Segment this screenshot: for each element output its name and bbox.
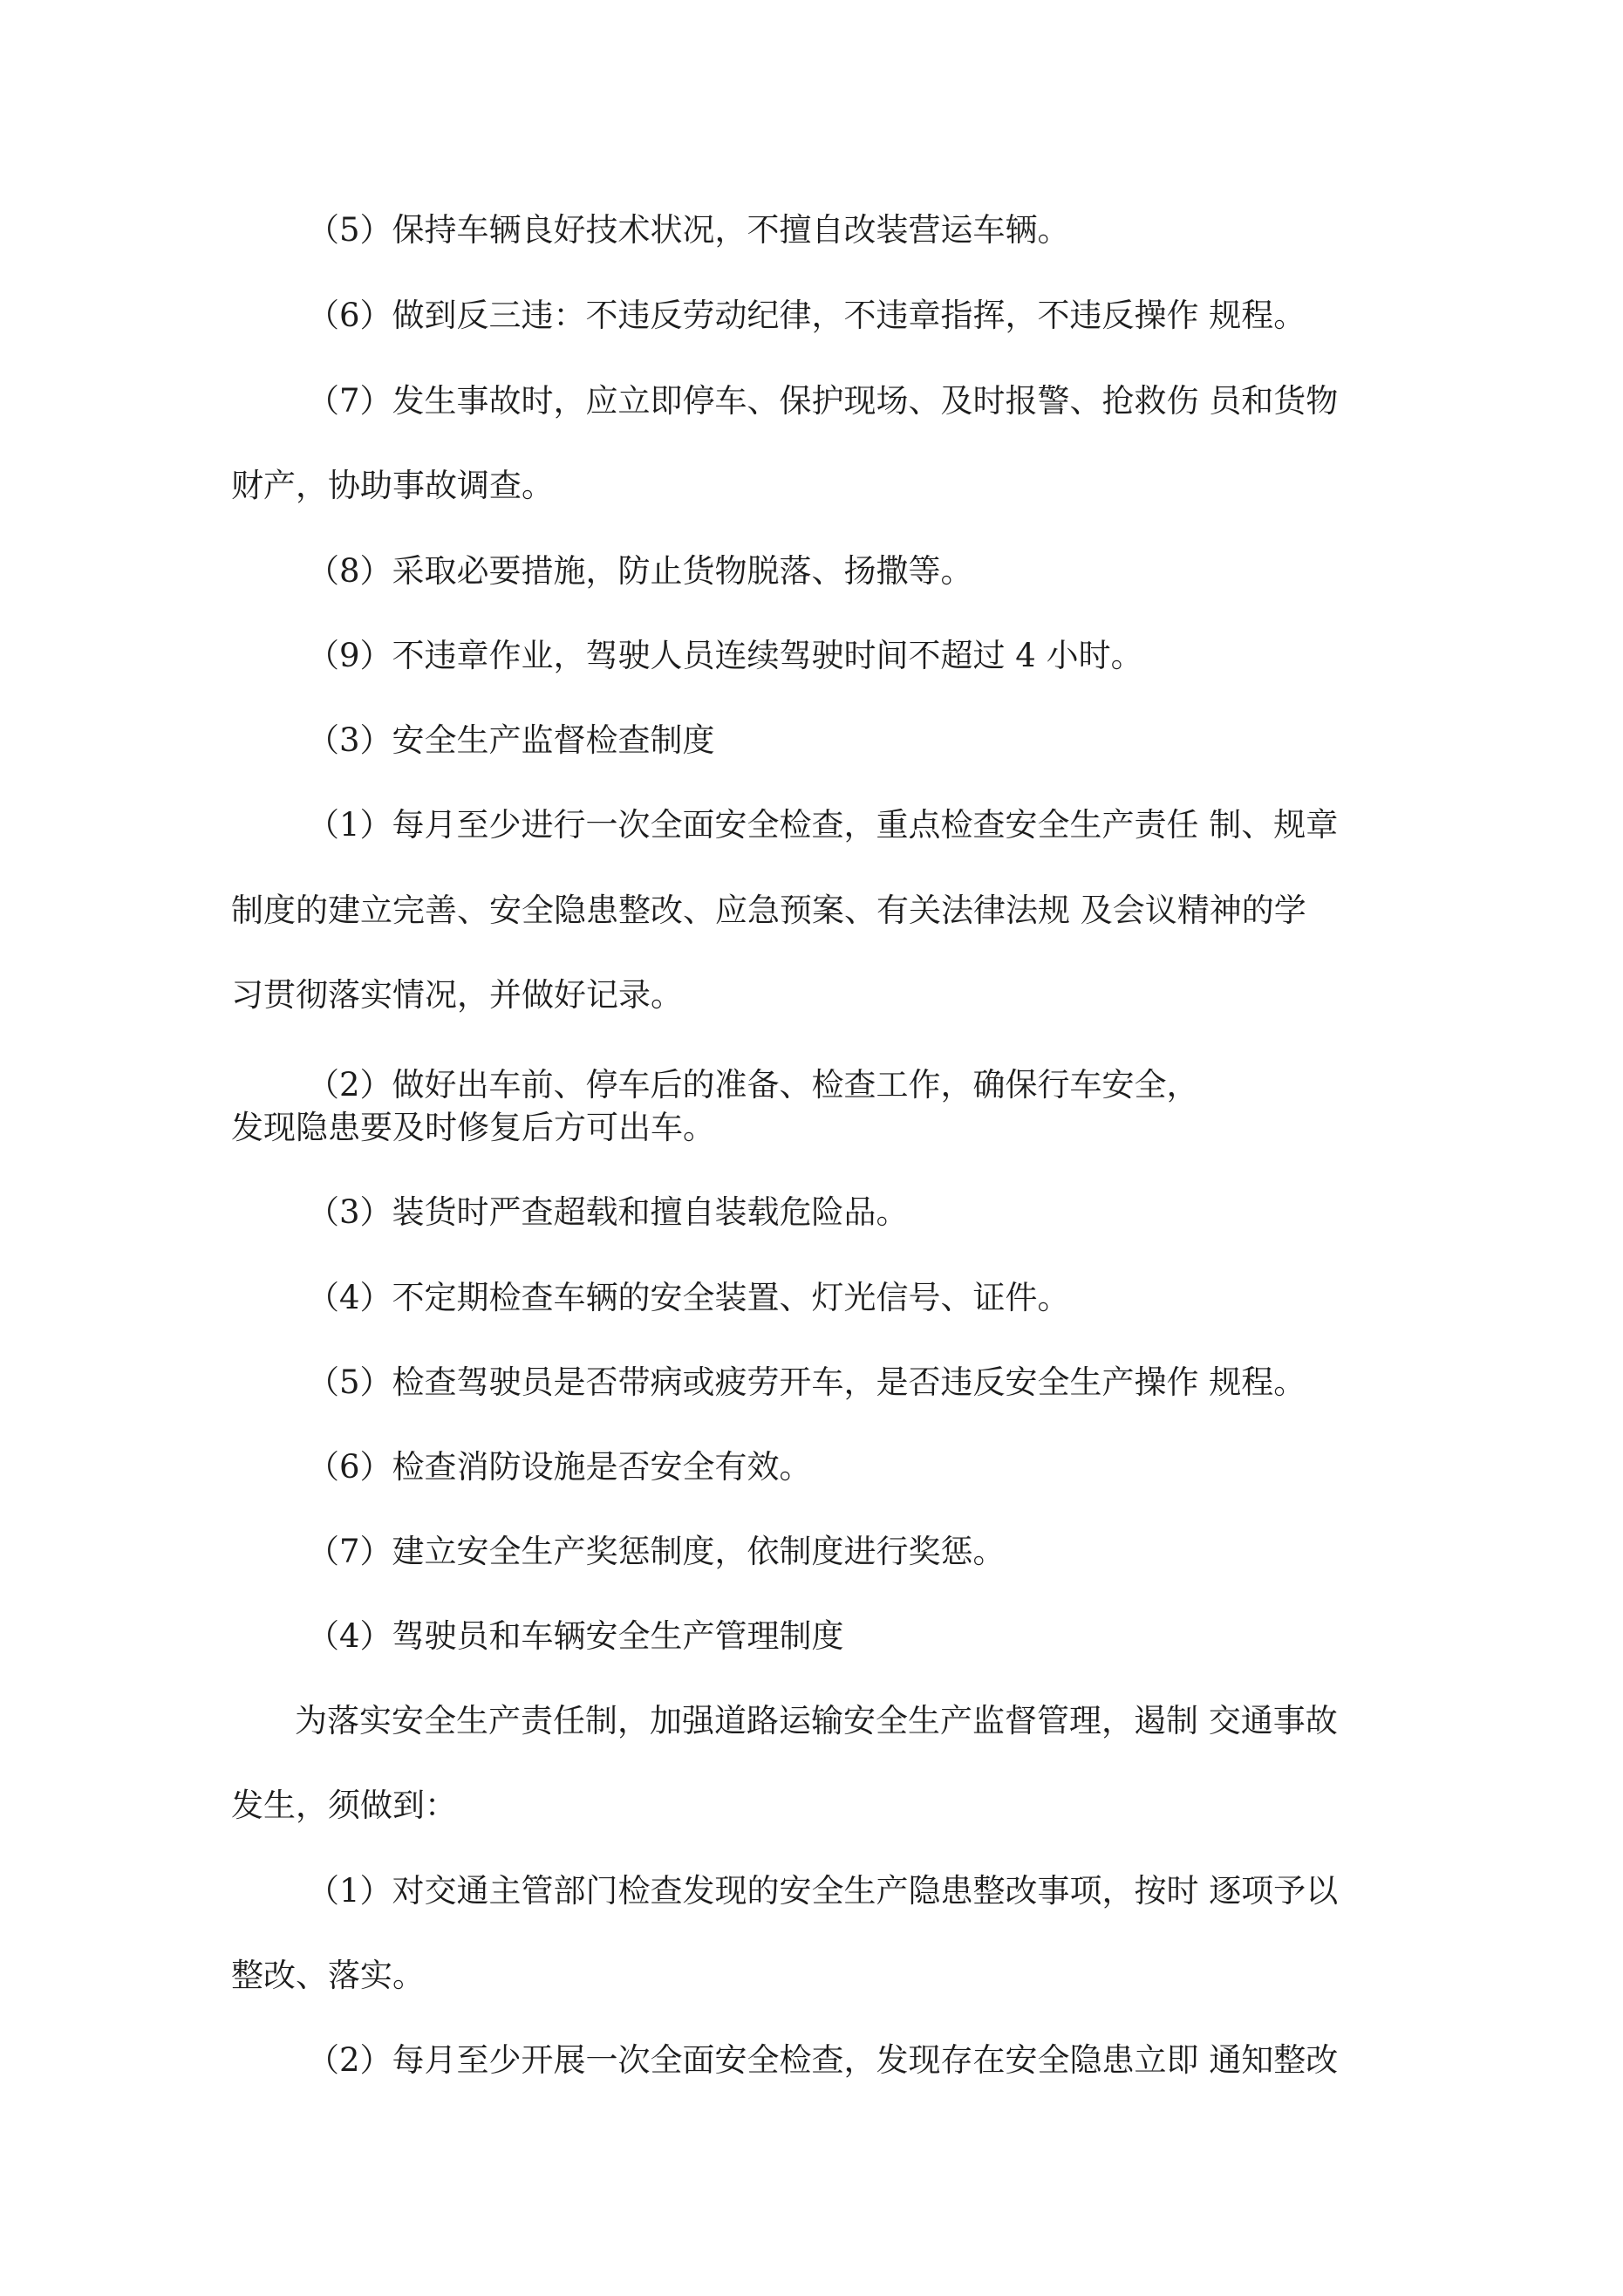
paragraph-intro: 为落实安全生产责任制，加强道路运输安全生产监督管理，遏制 交通事故 (295, 1702, 1338, 1739)
list-item-accident-response-cont: 财产，协助事故调查。 (231, 467, 554, 504)
list-item-prevent-cargo-fall: （8）采取必要措施，防止货物脱落、扬撒等。 (307, 552, 973, 590)
list-item-pre-departure-check: （2）做好出车前、停车后的准备、检查工作，确保行车安全， (307, 1066, 1199, 1104)
list-item-random-check: （4）不定期检查车辆的安全装置、灯光信号、证件。 (307, 1279, 1070, 1316)
paragraph-intro-cont: 发生，须做到： (231, 1787, 457, 1824)
list-item-maintain-vehicle: （5）保持车辆良好技术状况，不擅自改装营运车辆。 (307, 211, 1070, 249)
list-item-overload-check: （3）装货时严查超载和擅自装载危险品。 (307, 1193, 909, 1231)
list-item-driver-check: （5）检查驾驶员是否带病或疲劳开车，是否违反安全生产操作 规程。 (307, 1363, 1306, 1401)
list-item-three-violations: （6）做到反三违：不违反劳动纪律，不违章指挥，不违反操作 规程。 (307, 297, 1306, 334)
list-item-accident-response: （7）发生事故时，应立即停车、保护现场、及时报警、抢救伤 员和货物 (307, 382, 1339, 420)
list-item-reward-punishment: （7）建立安全生产奖惩制度，依制度进行奖惩。 (307, 1533, 1006, 1570)
list-item-fire-facilities: （6）检查消防设施是否安全有效。 (307, 1448, 812, 1486)
list-item-pre-departure-check-cont: 发现隐患要及时修复后方可出车。 (231, 1109, 715, 1146)
section-heading-inspection: （3）安全生产监督检查制度 (307, 721, 715, 759)
list-item-monthly-inspection-cont: 制度的建立完善、安全隐患整改、应急预案、有关法律法规 及会议精神的学 (231, 892, 1306, 929)
list-item-monthly-check: （2）每月至少开展一次全面安全检查，发现存在安全隐患立即 通知整改 (307, 2041, 1339, 2079)
list-item-monthly-inspection-cont2: 习贯彻落实情况，并做好记录。 (231, 976, 683, 1014)
list-item-driving-hours: （9）不违章作业，驾驶人员连续驾驶时间不超过 4 小时。 (307, 637, 1143, 674)
list-item-monthly-inspection: （1）每月至少进行一次全面安全检查，重点检查安全生产责任 制、规章 (307, 806, 1339, 844)
list-item-rectify-hazards-cont: 整改、落实。 (231, 1957, 425, 1994)
section-heading-driver-vehicle: （4）驾驶员和车辆安全生产管理制度 (307, 1617, 844, 1655)
list-item-rectify-hazards: （1）对交通主管部门检查发现的安全生产隐患整改事项，按时 逐项予以 (307, 1872, 1339, 1910)
